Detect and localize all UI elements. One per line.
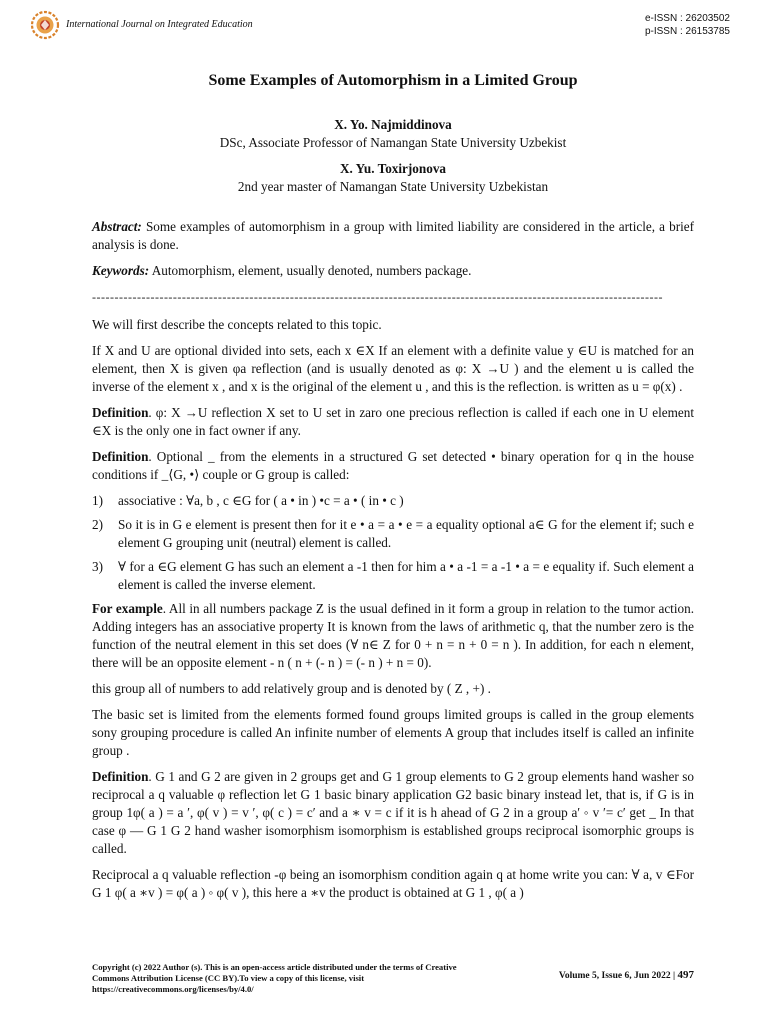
article-body	[92, 70, 694, 910]
pissn: p-ISSN : 26153785	[644, 26, 730, 37]
definition-text: . Optional _ from the elements in a structured G set detected • binary operation for q in the house conditions if _⟨G, •⟩ couple or G group is called:	[92, 449, 694, 482]
list-number: 2)	[92, 517, 103, 532]
keywords-text: Automorphism, element, usually denoted, numbers package.	[149, 263, 472, 278]
group-axioms-list	[92, 492, 694, 594]
journal-logo-icon	[30, 10, 60, 40]
list-text: ∀ for a ∈G element G has such an element a -1 then for him a • a -1 = a -1 • a = e equality if. Such element a element is called the inverse element.	[118, 559, 694, 592]
list-item	[92, 558, 694, 594]
paragraph: Reciprocal a q valuable reflection -φ being an isomorphism condition again q at home write you can: ∀ a, v ∈For G 1 φ( a ∗v ) = φ( a ) ◦ φ( v ), this here a ∗v the product is obtained at G 1 , φ( a )	[92, 867, 694, 900]
paragraph: If X and U are optional divided into sets, each x ∈X If an element with a definite value y ∈U is matched for an element, then X is given φa reflection (and is usually denoted as φ: X →U ) and the element u is called the inverse of the element x , and x is the original of the element u , and this is the reflection. is written as u = φ(x) .	[92, 343, 695, 394]
keywords	[92, 262, 694, 280]
author-name: X. Yo. Najmiddinova	[334, 117, 452, 132]
page-header	[30, 10, 730, 50]
example	[92, 600, 694, 672]
list-text: associative : ∀a, b , c ∈G for ( a • in ) •c = a • ( in • c )	[118, 493, 404, 508]
abstract-text: Some examples of automorphism in a group with limited liability are considered in the article, a brief analysis is done.	[92, 219, 694, 252]
volume-text: Volume 5, Issue 6, Jun 2022 |	[558, 971, 678, 981]
paragraph: this group all of numbers to add relatively group and is denoted by ( Z , +) .	[92, 681, 491, 696]
definition-label: Definition	[92, 449, 149, 464]
list-text: So it is in G e element is present then for it e • a = a • e = a equality optional a∈ G for the element if; such e element G grouping unit (neutral) element is called.	[118, 517, 694, 550]
divider: -------------------------------------------------------------------------------------------------------------------------------	[92, 290, 664, 304]
abstract	[92, 218, 694, 254]
author-name: X. Yu. Toxirjonova	[339, 161, 447, 176]
volume-info	[559, 970, 694, 982]
definition-label: Definition	[92, 405, 149, 420]
issn-block	[645, 12, 730, 38]
definition-text: . G 1 and G 2 are given in 2 groups get and G 1 group elements to G 2 group elements hand washer so reciprocal a q valuable φ reflection let G 1 basic binary application G2 basic binary instead let, that is, if G is in group 1φ( a ) = a ′, φ( v ) = v ′, φ( c ) = c′ and a ∗ v = c if it is h ahead of G 2 in a group a′ ◦ v ′= c′ get _ In that case φ — G 1 G 2 hand washer isomorphism isomorphism is established groups reciprocal isomorphic groups is called.	[92, 769, 694, 856]
author-affiliation: 2nd year master of Namangan State University Uzbekistan	[237, 179, 549, 194]
keywords-label: Keywords:	[92, 263, 150, 278]
copyright-notice: Copyright (c) 2022 Author (s). This is an open-access article distributed under the terms of Creative Commons Attribution License (CC BY).To view a copy of this license, visit https://creativecommons.org/licenses/by/4.0/	[92, 962, 457, 994]
paragraph: The basic set is limited from the elements formed found groups limited groups is called in the group elements sony grouping procedure is called An infinite number of elements A group that includes itself is called an infinite group .	[92, 707, 694, 758]
author-affiliation: DSc, Associate Professor of Namangan State University Uzbekist	[219, 135, 567, 150]
page-footer	[92, 962, 694, 1002]
definition	[92, 768, 694, 858]
definition-label: Definition	[92, 769, 149, 784]
list-number: 1)	[92, 493, 103, 508]
list-number: 3)	[92, 559, 103, 574]
definition	[92, 404, 694, 440]
eissn: e-ISSN : 26203502	[644, 13, 730, 24]
journal-name: International Journal on Integrated Education	[66, 19, 253, 30]
abstract-label: Abstract:	[92, 219, 142, 234]
paragraph: We will first describe the concepts related to this topic.	[92, 317, 382, 332]
example-text: . All in all numbers package Z is the usual defined in it form a group in relation to the tumor action. Adding integers has an associative property It is known from the laws of arithmetic q, that the number zero is the function of the neutral element in this set does (∀ n∈ Z for 0 + n = n + 0 = n ). In addition, for each n element, there will be an opposite element - n ( n + (- n ) = (- n ) + n = 0).	[92, 601, 694, 670]
list-item	[92, 492, 694, 510]
article-title: Some Examples of Automorphism in a Limited Group	[208, 72, 578, 89]
page-number: 497	[677, 969, 694, 981]
definition	[92, 448, 694, 484]
definition-text: . φ: X →U reflection X set to U set in zaro one precious reflection is called if each one in U element ∈X is the only one in fact owner if any.	[92, 405, 694, 438]
list-item	[92, 516, 694, 552]
example-label: For example	[92, 601, 163, 616]
